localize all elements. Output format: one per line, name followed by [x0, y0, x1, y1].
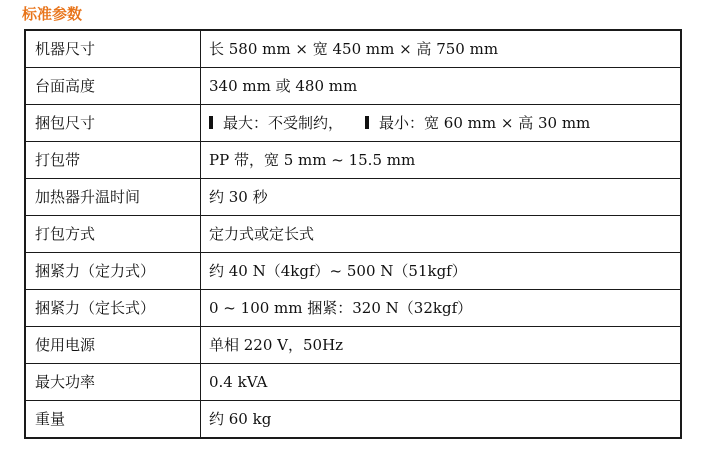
row-label: 捆紧力（定长式）	[25, 290, 201, 327]
row-label: 打包方式	[25, 216, 201, 253]
row-label: 重量	[25, 401, 201, 439]
row-label: 捆包尺寸	[25, 105, 201, 142]
section-title: 标准参数	[22, 5, 83, 23]
table-row	[25, 142, 681, 179]
row-label: 打包带	[25, 142, 201, 179]
row-value: 定力式或定长式	[201, 216, 682, 253]
row-value: 约 30 秒	[201, 179, 682, 216]
table-row	[25, 179, 681, 216]
row-value: 约 60 kg	[201, 401, 682, 439]
row-label: 使用电源	[25, 327, 201, 364]
row-value: 340 mm 或 480 mm	[201, 68, 682, 105]
row-label: 最大功率	[25, 364, 201, 401]
row-value: 长 580 mm × 宽 450 mm × 高 750 mm	[201, 30, 682, 68]
table-row	[25, 216, 681, 253]
table-row	[25, 364, 681, 401]
max-size-text: 最大：不受制约，	[223, 114, 344, 132]
row-value: 0 ~ 100 mm 捆紧：320 N（32kgf）	[201, 290, 682, 327]
spec-table	[24, 29, 682, 439]
square-bullet-icon	[365, 116, 369, 129]
square-bullet-icon	[209, 116, 213, 129]
row-value	[201, 105, 682, 142]
row-label: 加热器升温时间	[25, 179, 201, 216]
table-row	[25, 327, 681, 364]
row-value: 约 40 N（4kgf）~ 500 N（51kgf）	[201, 253, 682, 290]
row-label: 机器尺寸	[25, 30, 201, 68]
row-label: 台面高度	[25, 68, 201, 105]
table-row	[25, 290, 681, 327]
table-row	[25, 401, 681, 439]
min-size-text: 最小：宽 60 mm × 高 30 mm	[379, 114, 591, 132]
row-value: 0.4 kVA	[201, 364, 682, 401]
table-row	[25, 105, 681, 142]
table-row	[25, 253, 681, 290]
table-row	[25, 30, 681, 68]
row-label: 捆紧力（定力式）	[25, 253, 201, 290]
row-value: PP 带，宽 5 mm ~ 15.5 mm	[201, 142, 682, 179]
table-row	[25, 68, 681, 105]
row-value: 单相 220 V，50Hz	[201, 327, 682, 364]
